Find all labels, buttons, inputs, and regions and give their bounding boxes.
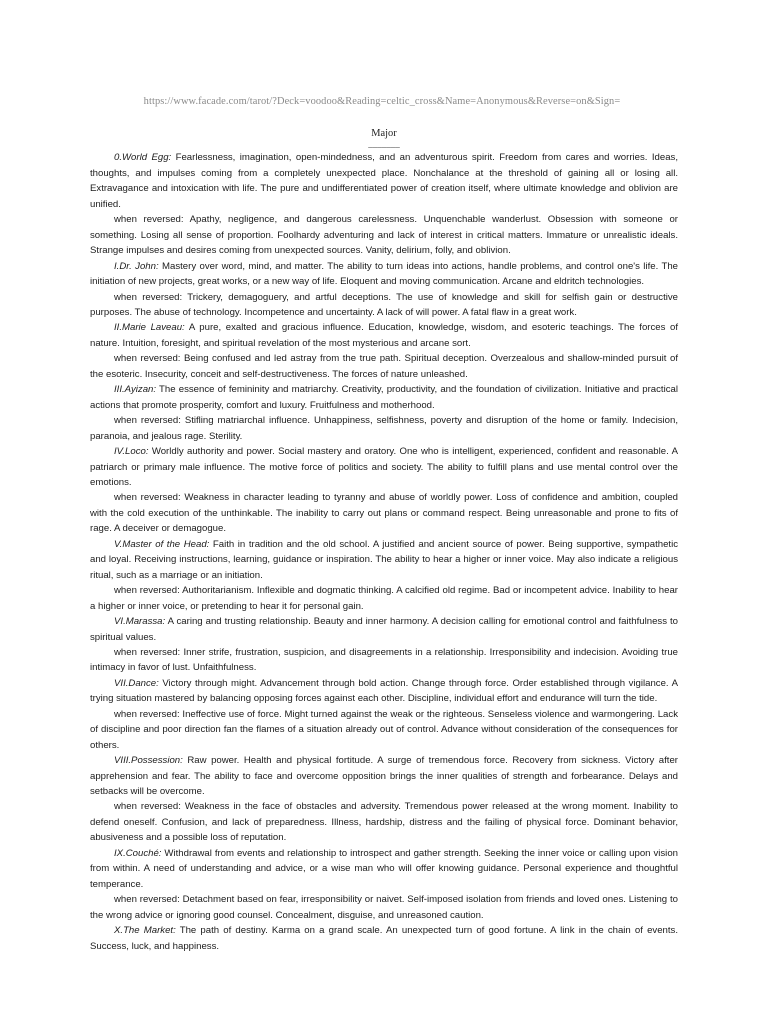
card-name: V.Master of the Head: [114, 538, 210, 550]
card-name: VIII.Possession: [114, 755, 183, 767]
card-reversed: when reversed: Ineffective use of force. Might turned against the weak or the righteous. Senseless violence and warmongering. Lack of discipline and poor direction fan the flames of a situation already out of control. Advance without consideration of the consequences for others. [90, 708, 678, 751]
card-meaning: Faith in tradition and the old school. A justified and ancient source of power. Being supportive, sympathetic and loyal. Receiving instructions, learning, guidance or inspiration. The ability to hear a higher or inner voice. May also indicate a religious ritual, such as a marriage or an initiation. [90, 538, 678, 581]
card-name: II.Marie Laveau: [114, 322, 185, 334]
card-entry [90, 320, 678, 351]
card-reversed: when reversed: Inner strife, frustration, suspicion, and disagreements in a relationship. Irresponsibility and indecision. Avoiding true intimacy in favor of lust. Unfaithfulness. [90, 646, 678, 674]
section-heading: Major [371, 128, 397, 140]
card-reversed: when reversed: Detachment based on fear, irresponsibility or naivet. Self-imposed isolation from friends and loved ones. Listening to the wrong advice or ignoring good counsel. Concealment, disguise, and unreasoned caution. [90, 894, 678, 921]
card-reversed: when reversed: Stifling matriarchal influence. Unhappiness, selfishness, poverty and disruption of the home or family. Indecision, paranoia, and jealous rage. Sterility. [90, 415, 678, 442]
card-reversed: when reversed: Being confused and led astray from the true path. Spiritual deception. Overzealous and shallow-minded pursuit of the esoteric. Insecurity, conceit and self-destructiveness. The forces of nature unleashed. [90, 353, 678, 380]
card-meaning: Victory through might. Advancement through bold action. Change through force. Order established through vigilance. A trying situation mastered by balancing opposing forces against each other. Discipline, individual effort and endurance will turn the tide. [90, 677, 678, 705]
card-entry [90, 676, 678, 707]
card-meaning: The essence of femininity and matriarchy. Creativity, productivity, and the foundation of civilization. Initiative and practical actions that promote prosperity, comfort and luxury. Fruitfulness and motherhood. [90, 384, 678, 411]
card-entry [90, 846, 678, 892]
card-entry [90, 382, 678, 413]
card-name: I.Dr. John: [114, 260, 159, 272]
card-reversed: when reversed: Authoritarianism. Inflexible and dogmatic thinking. A calcified old regime. Bad or incompetent advice. Inability to hear a higher or inner voice, or pretending to hear it for personal gain. [90, 585, 678, 612]
source-url: https://www.facade.com/tarot/?Deck=voodoo&Reading=celtic_cross&Name=Anonymous&Reverse=on&Sign= [143, 96, 621, 107]
card-name: VII.Dance: [114, 677, 159, 689]
card-meaning: Worldly authority and power. Social mastery and oratory. One who is intelligent, experienced, confident and reasonable. A patriarch or primary male influence. The motive force of politics and society. The ability to fulfill plans and use mental control over the emotions. [90, 446, 678, 488]
card-entry [90, 259, 678, 290]
heading-underline: _______ [368, 139, 400, 150]
card-name: X.The Market: [114, 925, 176, 937]
card-entry [90, 444, 678, 490]
card-meaning: A pure, exalted and gracious influence. Education, knowledge, wisdom, and esoteric teachings. The forces of nature. Intuition, foresight, and spiritual revelation of the most mysterious and arcane sort. [90, 322, 679, 349]
card-name: IX.Couché: [114, 847, 162, 859]
card-meaning: The path of destiny. Karma on a grand scale. An unexpected turn of good fortune. A link in the chain of events. Success, luck, and happiness. [90, 925, 678, 952]
card-name: VI.Marassa: [114, 616, 166, 628]
card-meaning: A caring and trusting relationship. Beauty and inner harmony. A decision calling for emotional control and faithfulness to spiritual values. [90, 616, 678, 643]
card-reversed: when reversed: Apathy, negligence, and dangerous carelessness. Unquenchable wanderlust. Obsession with someone or something. Losing all sense of proportion. Foolhardy adventuring and lack of interest in critical matters. Immature or unrealistic ideals. Strange impulses and desires coming from unexpected sources. Vanity, delirium, folly, and oblivion. [90, 214, 678, 257]
card-entry [90, 537, 678, 583]
card-entry [90, 614, 678, 645]
card-reversed: when reversed: Weakness in the face of obstacles and adversity. Tremendous power released at the wrong moment. Inability to defend oneself. Confusion, and lack of preparedness. Illness, hardship, distress and the failing of physical force. Dominant behavior, abusiveness and a possible loss of reputation. [90, 801, 678, 844]
card-name: 0.World Egg: [114, 152, 172, 164]
card-entry [90, 150, 678, 212]
card-meaning: Fearlessness, imagination, open-mindedness, and an adventurous spirit. Freedom from cares and worries. Ideas, thoughts, and impulses coming from a completely unexpected place. Nonchalance at the threshold of gaining all or losing all. Extravagance and intoxication with life. The pure and undifferentiated power of creation itself, where ultimate knowledge and oblivion are unified. [90, 152, 678, 210]
card-reversed: when reversed: Trickery, demagoguery, and artful deceptions. The use of knowledge and skill for selfish gain or destructive purposes. The abuse of technology. Incompetence and uncertainty. A lack of will power. A fatal flaw in a great work. [90, 291, 678, 318]
card-meaning: Raw power. Health and physical fortitude. A surge of tremendous force. Recovery from sickness. Victory after apprehension and fear. The ability to face and overcome opposition brings the inner qualities of strength and forbearance. Delays and setbacks will be overcome. [90, 755, 679, 798]
card-name: IV.Loco: [114, 446, 149, 458]
card-meaning: Withdrawal from events and relationship to introspect and gather strength. Seeking the inner voice or calling upon vision from within. A need of understanding and advice, or a wise man who will offer knowing guidance. Personal experience and thoughtful temperance. [90, 847, 678, 890]
card-entry [90, 923, 678, 954]
card-name: III.Ayizan: [114, 384, 157, 396]
card-reversed: when reversed: Weakness in character leading to tyranny and abuse of worldly power. Loss of confidence and ambition, coupled with the cold execution of the unthinkable. The inability to carry out plans or command respect. Being unreasonable and prone to fits of rage. A deceiver or demagogue. [90, 492, 678, 535]
document-page [90, 94, 678, 954]
card-entry [90, 753, 678, 799]
card-meaning: Mastery over word, mind, and matter. The ability to turn ideas into actions, handle problems, and control one's life. The initiation of new projects, great works, or a new way of life. Eloquent and moving communication. Arcane and eldritch technologies. [90, 260, 678, 288]
